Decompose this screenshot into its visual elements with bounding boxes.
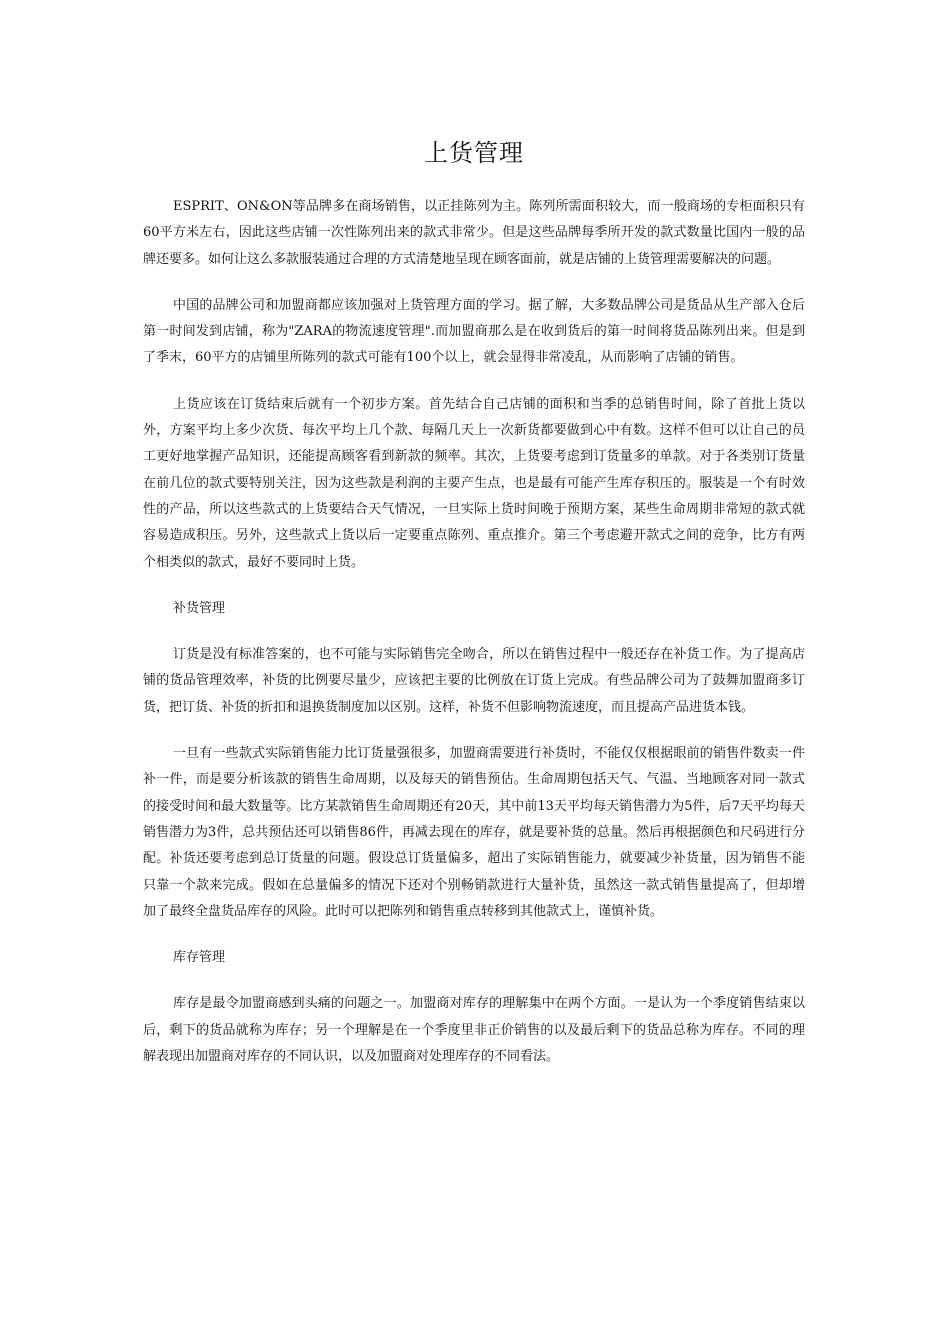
section-heading-replenishment: 补货管理 xyxy=(173,600,226,616)
paragraph-replenishment-intro: 订货是没有标准答案的，也不可能与实际销售完全吻合，所以在销售过程中一般还存在补货工作。为了提高店铺的货品管理效率，补货的比例要尽量少，应该把主要的比例放在订货上完成。有些品牌公司为了鼓舞加盟商多订货，把订货、补货的折扣和退换货制度加以区别。这样，补货不但影响物流速度，而且提高产品进货本钱。 xyxy=(143,647,805,715)
document-title: 上货管理 xyxy=(424,139,524,167)
paragraph-intro: ESPRIT、ON&ON等品牌多在商场销售，以正挂陈列为主。陈列所需面积较大，而一般商场的专柜面积只有60平方米左右，因此这些店铺一次性陈列出来的款式非常少。但是这些品牌每季所开发的款式数量比国内一般的品牌还要多。如何让这么多款服装通过合理的方式清楚地呈现在顾客面前，就是店铺的上货管理需要解决的问题。 xyxy=(143,199,805,267)
paragraph-stocking-plan: 上货应该在订货结束后就有一个初步方案。首先结合自己店铺的面积和当季的总销售时间，除了首批上货以外，方案平均上多少次货、每次平均上几个款、每隔几天上一次新货都要做到心中有数。这样不但可以让自己的员工更好地掌握产品知识，还能提高顾客看到新款的频率。其次，上货要考虑到订货量多的单款。对于各类别订货量在前几位的款式要特别关注，因为这些款是利润的主要产生点，也是最有可能产生库存积压的。服装是一个有时效性的产品，所以这些款式的上货要结合天气情况，一旦实际上货时间晚于预期方案，某些生命周期非常短的款式就容易造成积压。另外，这些款式上货以后一定要重点陈列、重点推介。第三个考虑避开款式之间的竞争，比方有两个相类似的款式，最好不要同时上货。 xyxy=(143,396,805,570)
paragraph-replenishment-analysis: 一旦有一些款式实际销售能力比订货量强很多，加盟商需要进行补货时，不能仅仅根据眼前的销售件数卖一件补一件，而是要分析该款的销售生命周期，以及每天的销售预估。生命周期包括天气、气温、当地顾客对同一款式的接受时间和最大数量等。比方某款销售生命周期还有20天，其中前13天平均每天销售潜力为5件，后7天平均每天销售潜力为3件，总共预估还可以销售86件，再减去现在的库存，就是要补货的总量。然后再根据颜色和尺码进行分配。补货还要考虑到总订货量的问题。假设总订货量偏多，超出了实际销售能力，就要减少补货量，因为销售不能只靠一个款来完成。假如在总量偏多的情况下还对个别畅销款进行大量补货，虽然这一款式销售量提高了，但却增加了最终全盘货品库存的风险。此时可以把陈列和销售重点转移到其他款式上，谨慎补货。 xyxy=(143,746,805,919)
paragraph-inventory-intro: 库存是最令加盟商感到头痛的问题之一。加盟商对库存的理解集中在两个方面。一是认为一个季度销售结束以后，剩下的货品就称为库存；另一个理解是在一个季度里非正价销售的以及最后剩下的货品总称为库存。不同的理解表现出加盟商对库存的不同认识，以及加盟商对处理库存的不同看法。 xyxy=(143,996,805,1065)
document-page xyxy=(143,136,805,1090)
section-heading-inventory: 库存管理 xyxy=(173,950,226,966)
paragraph-brand-learning: 中国的品牌公司和加盟商都应该加强对上货管理方面的学习。据了解，大多数品牌公司是货品从生产部入仓后第一时间发到店铺，称为"ZARA的物流速度管理".而加盟商那么是在收到货后的第一时间将货品陈列出来。但是到了季末，60平方的店铺里所陈列的款式可能有100个以上，就会显得非常凌乱，从而影响了店铺的销售。 xyxy=(143,297,805,366)
